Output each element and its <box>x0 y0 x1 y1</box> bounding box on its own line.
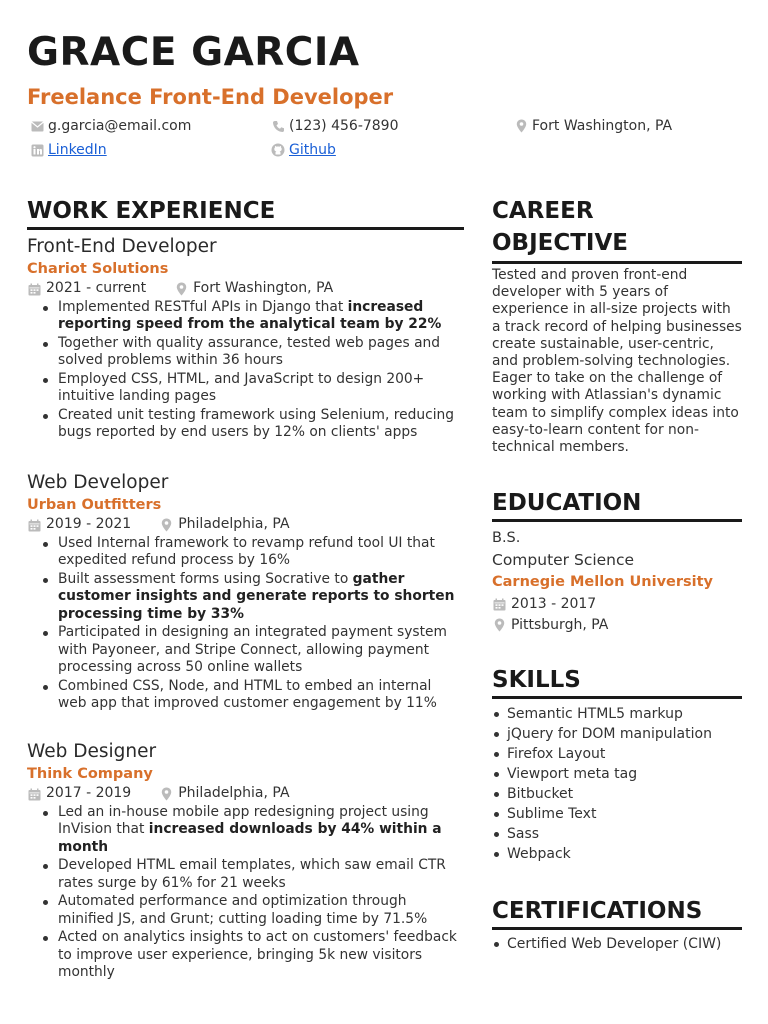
location-pin-icon <box>514 119 528 133</box>
job-location-text: Philadelphia, PA <box>178 785 290 802</box>
github-link[interactable]: Github <box>289 142 336 158</box>
job-meta <box>27 784 464 804</box>
calendar-icon <box>27 518 41 532</box>
job-entry-3 <box>27 740 464 983</box>
job-bullet: Combined CSS, Node, and HTML to embed an internal web app that improved customer engagement by 11% <box>39 678 464 713</box>
job-bullet: Acted on analytics insights to act on customers' feedback to improve user experience, bringing 5k new visitors monthly <box>39 929 464 982</box>
job-bullets <box>39 804 464 982</box>
certifications-heading: CERTIFICATIONS <box>492 895 742 930</box>
company-name: Chariot Solutions <box>27 261 169 278</box>
job-bullet: Built assessment forms using Socrative to gather customer insights and generate reports to shorten processing time by 33% <box>39 571 464 624</box>
job-bullet: Automated performance and optimization through minified JS, and Grunt; cutting loading time by 71.5% <box>39 893 464 928</box>
job-meta <box>27 515 464 535</box>
email-text: g.garcia@email.com <box>48 118 192 134</box>
calendar-icon <box>27 282 41 296</box>
certifications-list <box>492 934 742 954</box>
linkedin-link[interactable]: LinkedIn <box>48 142 107 158</box>
skill-item: Firefox Layout <box>492 744 742 764</box>
education-school: Carnegie Mellon University <box>492 573 713 590</box>
skill-item: Semantic HTML5 markup <box>492 704 742 724</box>
job-dates: 2019 - 2021 <box>46 516 132 533</box>
phone-text: (123) 456-7890 <box>289 118 399 134</box>
career-objective-heading-line2: OBJECTIVE <box>492 230 628 256</box>
education-location-row <box>492 615 742 636</box>
job-dates: 2017 - 2019 <box>46 785 132 802</box>
skill-item: Sublime Text <box>492 804 742 824</box>
education-field: Computer Science <box>492 551 635 570</box>
skill-item: jQuery for DOM manipulation <box>492 724 742 744</box>
objective-text: Tested and proven front-end developer with 5 years of experience in all-size projects with a track record of helping businesses create sustainable, user-centric, and problem-solving technologies. Eager to take on the challenge of working with Atlassian's dynamic team to simplify complex ideas into easy-to-learn content for non-technical members. <box>492 267 742 456</box>
job-location <box>159 784 289 804</box>
job-bullets <box>39 535 464 713</box>
job-bullet: Together with quality assurance, tested web pages and solved problems within 36 hours <box>39 335 464 370</box>
career-objective-heading <box>492 195 742 264</box>
skill-item: Webpack <box>492 844 742 864</box>
job-bullet: Participated in designing an integrated payment system with Payoneer, and Stripe Connect, allowing payment processing across 50 online wallets <box>39 624 464 677</box>
job-bullet: Implemented RESTful APIs in Django that increased reporting speed from the analytical team by 22% <box>39 299 464 334</box>
job-location <box>159 515 289 535</box>
location-contact <box>514 118 672 135</box>
education-dates: 2013 - 2017 <box>511 595 597 612</box>
career-objective-heading-line1: CAREER <box>492 198 594 224</box>
education-heading: EDUCATION <box>492 487 742 522</box>
linkedin-contact <box>30 142 107 159</box>
skill-item: Bitbucket <box>492 784 742 804</box>
job-title: Web Designer <box>27 741 157 762</box>
github-contact <box>271 142 336 159</box>
skills-list <box>492 704 742 864</box>
education-dates-row <box>492 594 742 615</box>
company-name: Urban Outfitters <box>27 497 162 514</box>
job-title: Front-End Developer <box>27 236 217 257</box>
job-meta <box>27 279 464 299</box>
work-experience-heading: WORK EXPERIENCE <box>27 195 464 230</box>
skills-heading: SKILLS <box>492 664 742 699</box>
location-pin-icon <box>174 282 188 296</box>
certification-item: Certified Web Developer (CIW) <box>492 934 742 954</box>
education-location: Pittsburgh, PA <box>511 616 609 633</box>
email-contact <box>30 118 191 135</box>
location-pin-icon <box>492 618 506 632</box>
job-bullet: Developed HTML email templates, which saw email CTR rates surge by 61% for 21 weeks <box>39 857 464 892</box>
job-bullet: Employed CSS, HTML, and JavaScript to design 200+ intuitive landing pages <box>39 371 464 406</box>
job-bullet: Created unit testing framework using Selenium, reducing bugs reported by end users by 12% on clients' apps <box>39 407 464 442</box>
resume-role: Freelance Front-End Developer <box>27 85 394 109</box>
skill-item: Viewport meta tag <box>492 764 742 784</box>
job-bullet: Led an in-house mobile app redesigning project using InVision that increased downloads by 44% within a month <box>39 804 464 857</box>
job-entry-1 <box>27 235 464 443</box>
job-entry-2 <box>27 471 464 714</box>
job-bullet: Used Internal framework to revamp refund tool UI that expedited refund process by 16% <box>39 535 464 570</box>
github-icon <box>271 143 285 157</box>
phone-icon <box>271 119 285 133</box>
calendar-icon <box>492 597 506 611</box>
location-pin-icon <box>159 518 173 532</box>
job-dates: 2021 - current <box>46 280 147 297</box>
resume-name: GRACE GARCIA <box>27 30 360 75</box>
job-location-text: Fort Washington, PA <box>193 280 334 297</box>
location-text: Fort Washington, PA <box>532 118 673 134</box>
education-entry <box>492 527 742 636</box>
linkedin-icon <box>30 143 44 157</box>
phone-contact <box>271 118 399 135</box>
job-location <box>174 279 333 299</box>
location-pin-icon <box>159 787 173 801</box>
job-bullets <box>39 299 464 442</box>
job-location-text: Philadelphia, PA <box>178 516 290 533</box>
job-title: Web Developer <box>27 472 169 493</box>
education-degree: B.S. <box>492 530 521 546</box>
calendar-icon <box>27 787 41 801</box>
company-name: Think Company <box>27 766 153 783</box>
envelope-icon <box>30 119 44 133</box>
skill-item: Sass <box>492 824 742 844</box>
